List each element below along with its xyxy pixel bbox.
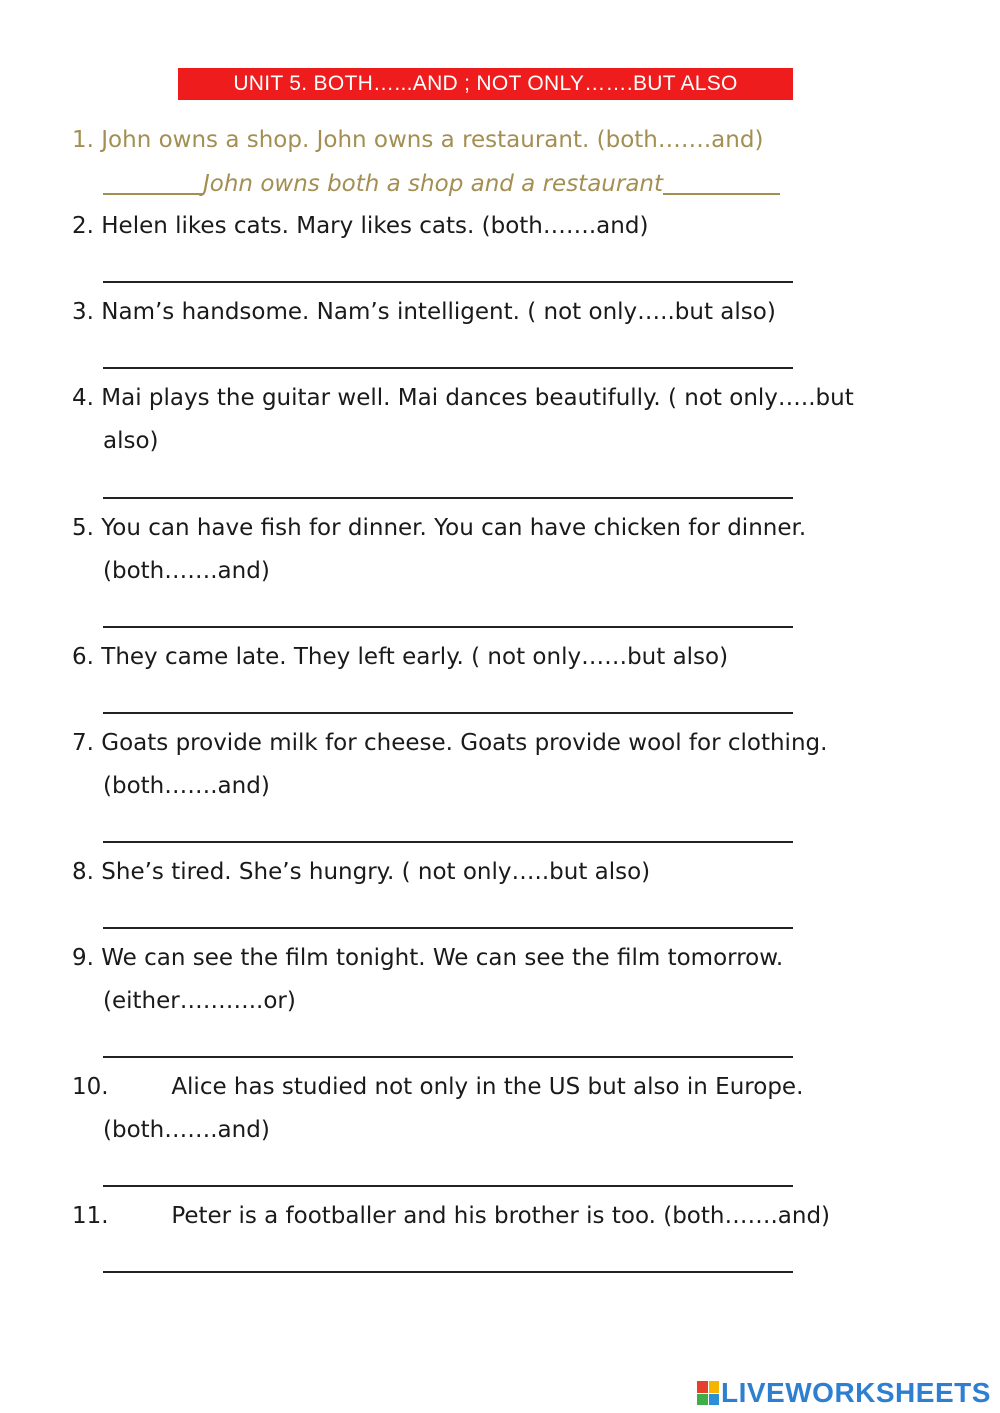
answer-line[interactable] (103, 367, 793, 369)
answer-blank (663, 163, 780, 195)
example-answer-text: John owns both a shop and a restaurant (203, 171, 664, 197)
question-number: 11. (72, 1203, 109, 1229)
question-number: 1. (72, 127, 94, 153)
question-number: 6. (72, 644, 94, 670)
answer-line[interactable] (103, 626, 793, 628)
question-number: 3. (72, 299, 94, 325)
question-item (72, 1195, 922, 1238)
question-text: You can have fish for dinner. You can have chicken for dinner. (101, 515, 807, 541)
question-text: They came late. They left early. ( not only……but also) (101, 644, 729, 670)
question-item (72, 937, 922, 1023)
example-question (72, 119, 922, 162)
question-item (72, 291, 922, 334)
question-text-continued: also) (103, 428, 159, 454)
question-text: Goats provide milk for cheese. Goats provide wool for clothing. (101, 730, 828, 756)
question-number: 5. (72, 515, 94, 541)
question-text: Nam’s handsome. Nam’s intelligent. ( not only…..but also) (101, 299, 776, 325)
answer-blank (103, 163, 203, 195)
question-number: 8. (72, 859, 94, 885)
question-number: 10. (72, 1074, 109, 1100)
question-number: 7. (72, 730, 94, 756)
question-item (72, 722, 922, 808)
answer-line[interactable] (103, 841, 793, 843)
question-item (72, 507, 922, 593)
question-item (72, 205, 922, 248)
logo-text: LIVEWORKSHEETS (721, 1377, 991, 1408)
liveworksheets-logo (697, 1378, 991, 1408)
question-text: Mai plays the guitar well. Mai dances beautifully. ( not only…..but (101, 385, 854, 411)
question-item (72, 636, 922, 679)
question-text: John owns a shop. John owns a restaurant. (both…….and) (101, 127, 764, 153)
question-item (72, 1066, 922, 1152)
question-text-continued: (both…….and) (103, 1117, 270, 1143)
liveworksheets-logo-icon (697, 1381, 719, 1405)
question-text-continued: (either………..or) (103, 988, 296, 1014)
question-text: We can see the film tonight. We can see the film tomorrow. (101, 945, 784, 971)
worksheet-title: UNIT 5. BOTH…...AND ; NOT ONLY…….BUT ALSO (178, 68, 793, 100)
question-number: 9. (72, 945, 94, 971)
answer-line[interactable] (103, 1056, 793, 1058)
answer-line[interactable] (103, 497, 793, 499)
question-number: 2. (72, 213, 94, 239)
answer-line[interactable] (103, 281, 793, 283)
question-item (72, 851, 922, 894)
example-answer (103, 163, 823, 206)
question-text-continued: (both…….and) (103, 558, 270, 584)
question-text: Helen likes cats. Mary likes cats. (both…….and) (101, 213, 649, 239)
question-text-continued: (both…….and) (103, 773, 270, 799)
answer-line[interactable] (103, 927, 793, 929)
question-item (72, 377, 922, 463)
answer-line[interactable] (103, 1271, 793, 1273)
question-text: Peter is a footballer and his brother is too. (both…….and) (171, 1203, 831, 1229)
question-number: 4. (72, 385, 94, 411)
answer-line[interactable] (103, 1185, 793, 1187)
answer-line[interactable] (103, 712, 793, 714)
question-text: Alice has studied not only in the US but also in Europe. (171, 1074, 804, 1100)
question-text: She’s tired. She’s hungry. ( not only…..but also) (101, 859, 651, 885)
